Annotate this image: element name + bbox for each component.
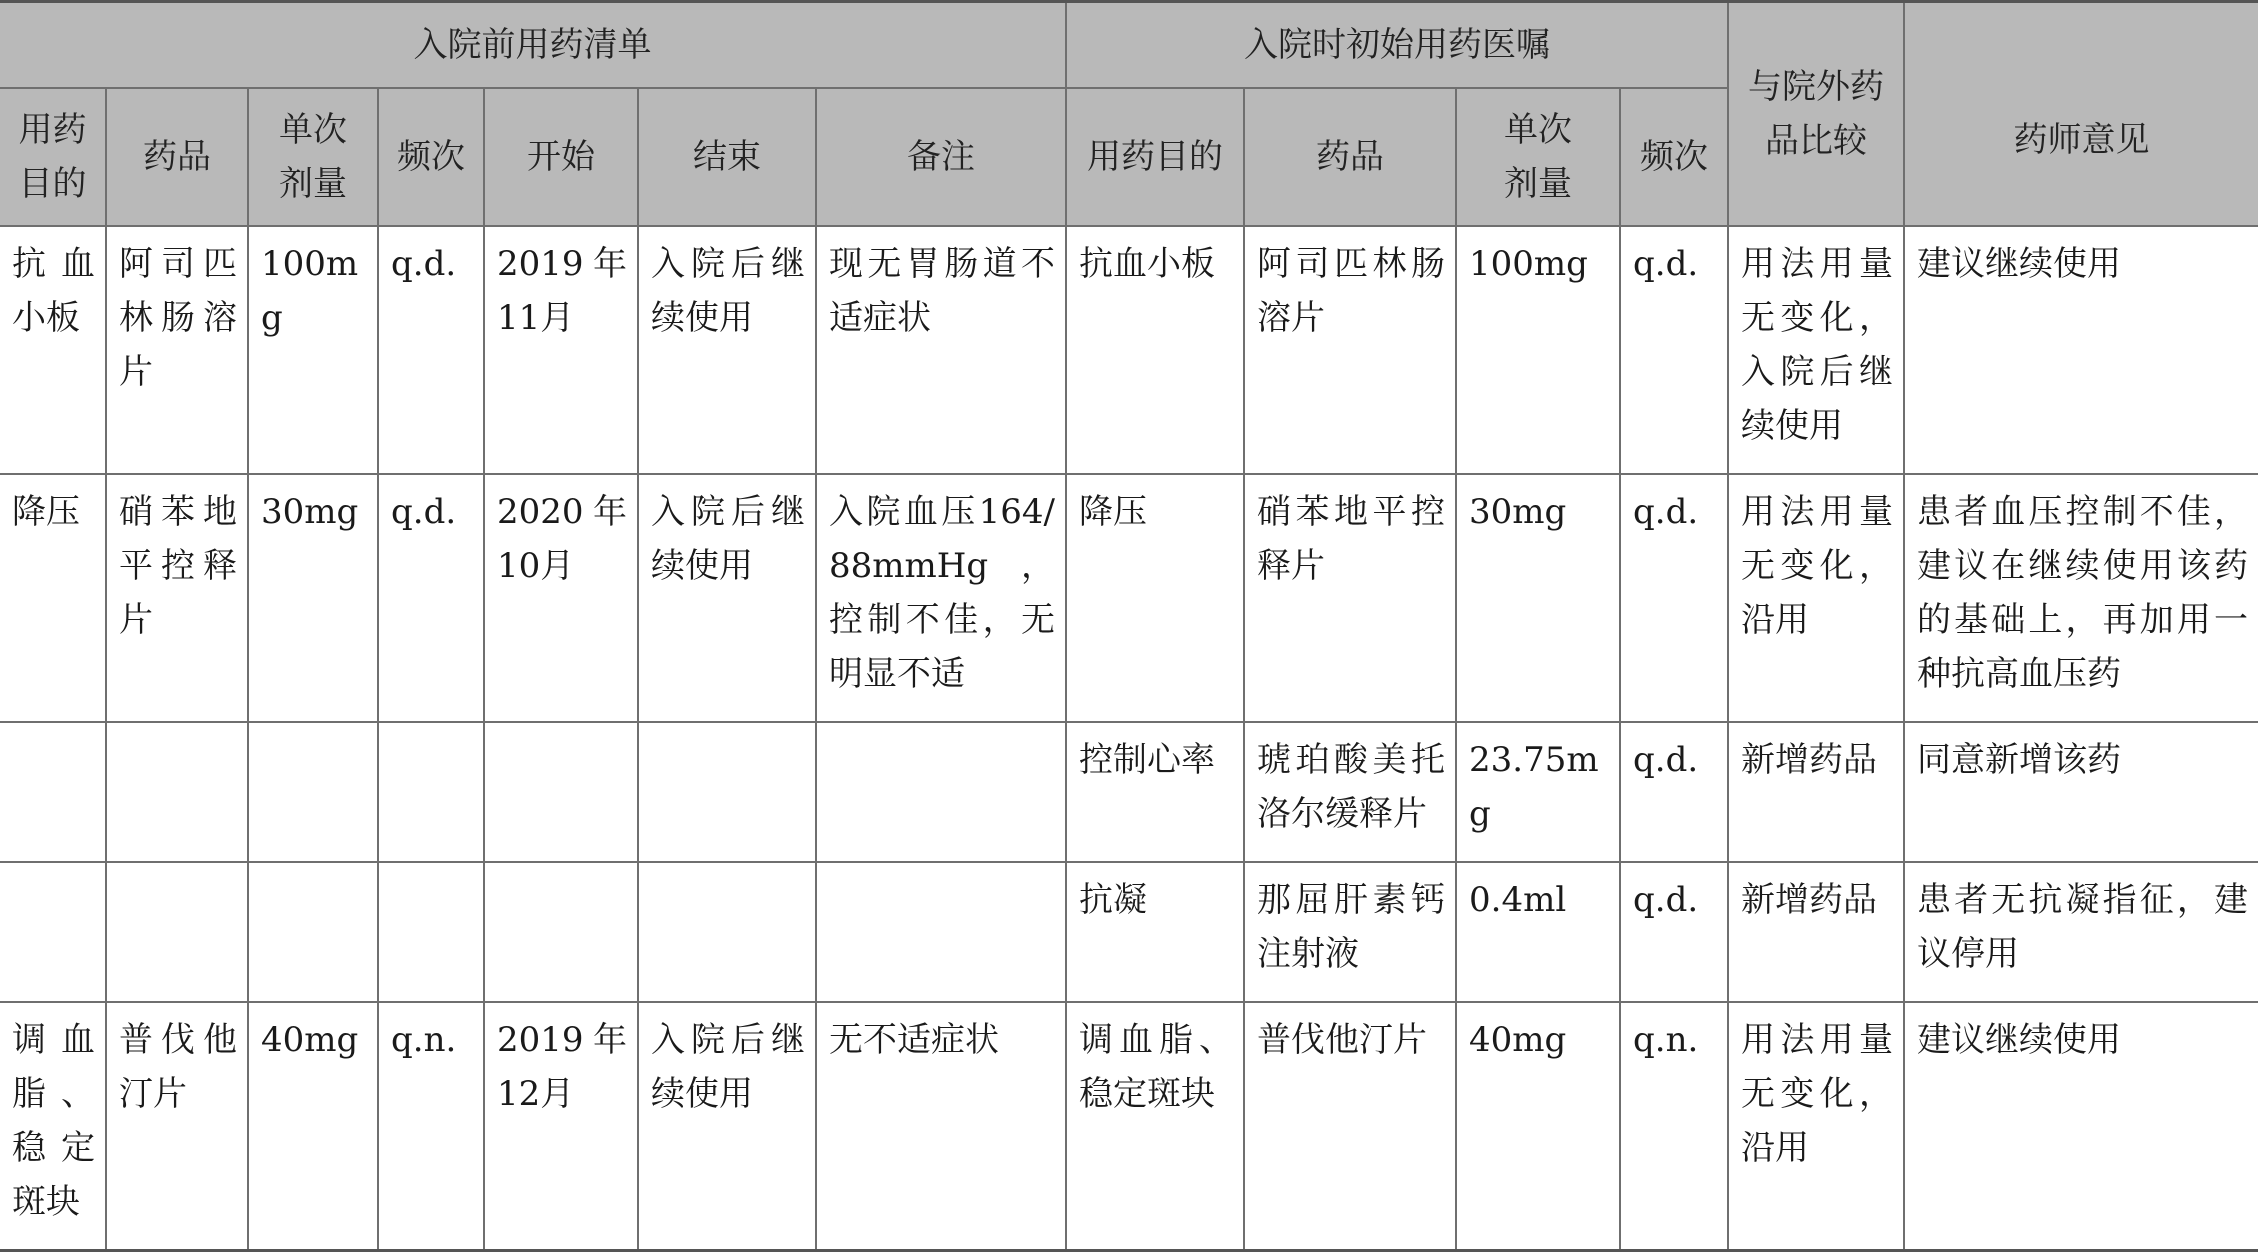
col-before-dose: 单次剂量 bbox=[248, 88, 378, 226]
cell-before-dose: 30mg bbox=[248, 474, 378, 722]
cell-before-dose bbox=[248, 722, 378, 862]
cell-initial-purpose: 调血脂、稳定斑块 bbox=[1066, 1002, 1244, 1251]
cell-before-start: 2020年10月 bbox=[484, 474, 638, 722]
cell-before-drug bbox=[106, 722, 248, 862]
cell-before-purpose: 调血脂、稳定斑块 bbox=[0, 1002, 106, 1251]
cell-before-start bbox=[484, 722, 638, 862]
cell-initial-frequency: q.d. bbox=[1620, 226, 1728, 474]
cell-initial-frequency: q.d. bbox=[1620, 722, 1728, 862]
col-before-purpose: 用药目的 bbox=[0, 88, 106, 226]
cell-initial-drug: 那屈肝素钙注射液 bbox=[1244, 862, 1456, 1002]
cell-compare: 用法用量无变化，沿用 bbox=[1728, 474, 1904, 722]
cell-before-end: 入院后继续使用 bbox=[638, 1002, 816, 1251]
col-before-drug: 药品 bbox=[106, 88, 248, 226]
cell-initial-dose: 40mg bbox=[1456, 1002, 1620, 1251]
cell-opinion: 同意新增该药 bbox=[1904, 722, 2258, 862]
cell-before-frequency: q.d. bbox=[378, 474, 484, 722]
cell-compare: 用法用量无变化，入院后继续使用 bbox=[1728, 226, 1904, 474]
cell-before-end: 入院后继续使用 bbox=[638, 474, 816, 722]
cell-before-drug: 普伐他汀片 bbox=[106, 1002, 248, 1251]
cell-before-note bbox=[816, 722, 1066, 862]
cell-before-start: 2019年12月 bbox=[484, 1002, 638, 1251]
cell-initial-drug: 普伐他汀片 bbox=[1244, 1002, 1456, 1251]
table-row bbox=[0, 226, 2258, 474]
cell-before-frequency bbox=[378, 862, 484, 1002]
cell-before-end bbox=[638, 722, 816, 862]
cell-initial-dose: 30mg bbox=[1456, 474, 1620, 722]
col-before-frequency: 频次 bbox=[378, 88, 484, 226]
cell-initial-frequency: q.n. bbox=[1620, 1002, 1728, 1251]
cell-initial-dose: 23.75mg bbox=[1456, 722, 1620, 862]
cell-before-frequency: q.d. bbox=[378, 226, 484, 474]
cell-compare: 新增药品 bbox=[1728, 722, 1904, 862]
table-row bbox=[0, 1002, 2258, 1251]
cell-before-note bbox=[816, 862, 1066, 1002]
col-before-start: 开始 bbox=[484, 88, 638, 226]
cell-before-drug bbox=[106, 862, 248, 1002]
cell-initial-frequency: q.d. bbox=[1620, 862, 1728, 1002]
col-initial-dose: 单次剂量 bbox=[1456, 88, 1620, 226]
cell-before-purpose bbox=[0, 722, 106, 862]
col-initial-purpose: 用药目的 bbox=[1066, 88, 1244, 226]
cell-initial-purpose: 控制心率 bbox=[1066, 722, 1244, 862]
cell-before-purpose bbox=[0, 862, 106, 1002]
cell-initial-purpose: 抗血小板 bbox=[1066, 226, 1244, 474]
header-pharmacist-opinion: 药师意见 bbox=[1904, 2, 2258, 227]
table-row bbox=[0, 722, 2258, 862]
cell-before-start: 2019年11月 bbox=[484, 226, 638, 474]
cell-initial-purpose: 抗凝 bbox=[1066, 862, 1244, 1002]
table-row bbox=[0, 862, 2258, 1002]
col-initial-frequency: 频次 bbox=[1620, 88, 1728, 226]
cell-before-note: 无不适症状 bbox=[816, 1002, 1066, 1251]
cell-before-dose: 40mg bbox=[248, 1002, 378, 1251]
cell-before-dose: 100mg bbox=[248, 226, 378, 474]
header-compare: 与院外药品比较 bbox=[1728, 2, 1904, 227]
cell-before-frequency: q.n. bbox=[378, 1002, 484, 1251]
cell-before-dose bbox=[248, 862, 378, 1002]
col-initial-drug: 药品 bbox=[1244, 88, 1456, 226]
cell-initial-dose: 100mg bbox=[1456, 226, 1620, 474]
cell-initial-drug: 阿司匹林肠溶片 bbox=[1244, 226, 1456, 474]
cell-initial-purpose: 降压 bbox=[1066, 474, 1244, 722]
cell-opinion: 患者血压控制不佳，建议在继续使用该药的基础上，再加用一种抗高血压药 bbox=[1904, 474, 2258, 722]
cell-before-purpose: 抗血小板 bbox=[0, 226, 106, 474]
col-before-note: 备注 bbox=[816, 88, 1066, 226]
cell-compare: 新增药品 bbox=[1728, 862, 1904, 1002]
cell-before-note: 现无胃肠道不适症状 bbox=[816, 226, 1066, 474]
cell-opinion: 建议继续使用 bbox=[1904, 1002, 2258, 1251]
header-initial-orders: 入院时初始用药医嘱 bbox=[1066, 2, 1728, 89]
cell-before-drug: 阿司匹林肠溶片 bbox=[106, 226, 248, 474]
cell-initial-drug: 硝苯地平控释片 bbox=[1244, 474, 1456, 722]
cell-opinion: 患者无抗凝指征，建议停用 bbox=[1904, 862, 2258, 1002]
cell-compare: 用法用量无变化，沿用 bbox=[1728, 1002, 1904, 1251]
col-before-end: 结束 bbox=[638, 88, 816, 226]
group-header-row bbox=[0, 2, 2258, 89]
cell-before-purpose: 降压 bbox=[0, 474, 106, 722]
cell-before-drug: 硝苯地平控释片 bbox=[106, 474, 248, 722]
cell-before-frequency bbox=[378, 722, 484, 862]
header-before-admission: 入院前用药清单 bbox=[0, 2, 1066, 89]
cell-initial-dose: 0.4ml bbox=[1456, 862, 1620, 1002]
table-row bbox=[0, 474, 2258, 722]
cell-before-note: 入院血压164/88mmHg，控制不佳，无明显不适 bbox=[816, 474, 1066, 722]
cell-initial-frequency: q.d. bbox=[1620, 474, 1728, 722]
cell-before-start bbox=[484, 862, 638, 1002]
cell-before-end bbox=[638, 862, 816, 1002]
cell-before-end: 入院后继续使用 bbox=[638, 226, 816, 474]
cell-initial-drug: 琥珀酸美托洛尔缓释片 bbox=[1244, 722, 1456, 862]
cell-opinion: 建议继续使用 bbox=[1904, 226, 2258, 474]
